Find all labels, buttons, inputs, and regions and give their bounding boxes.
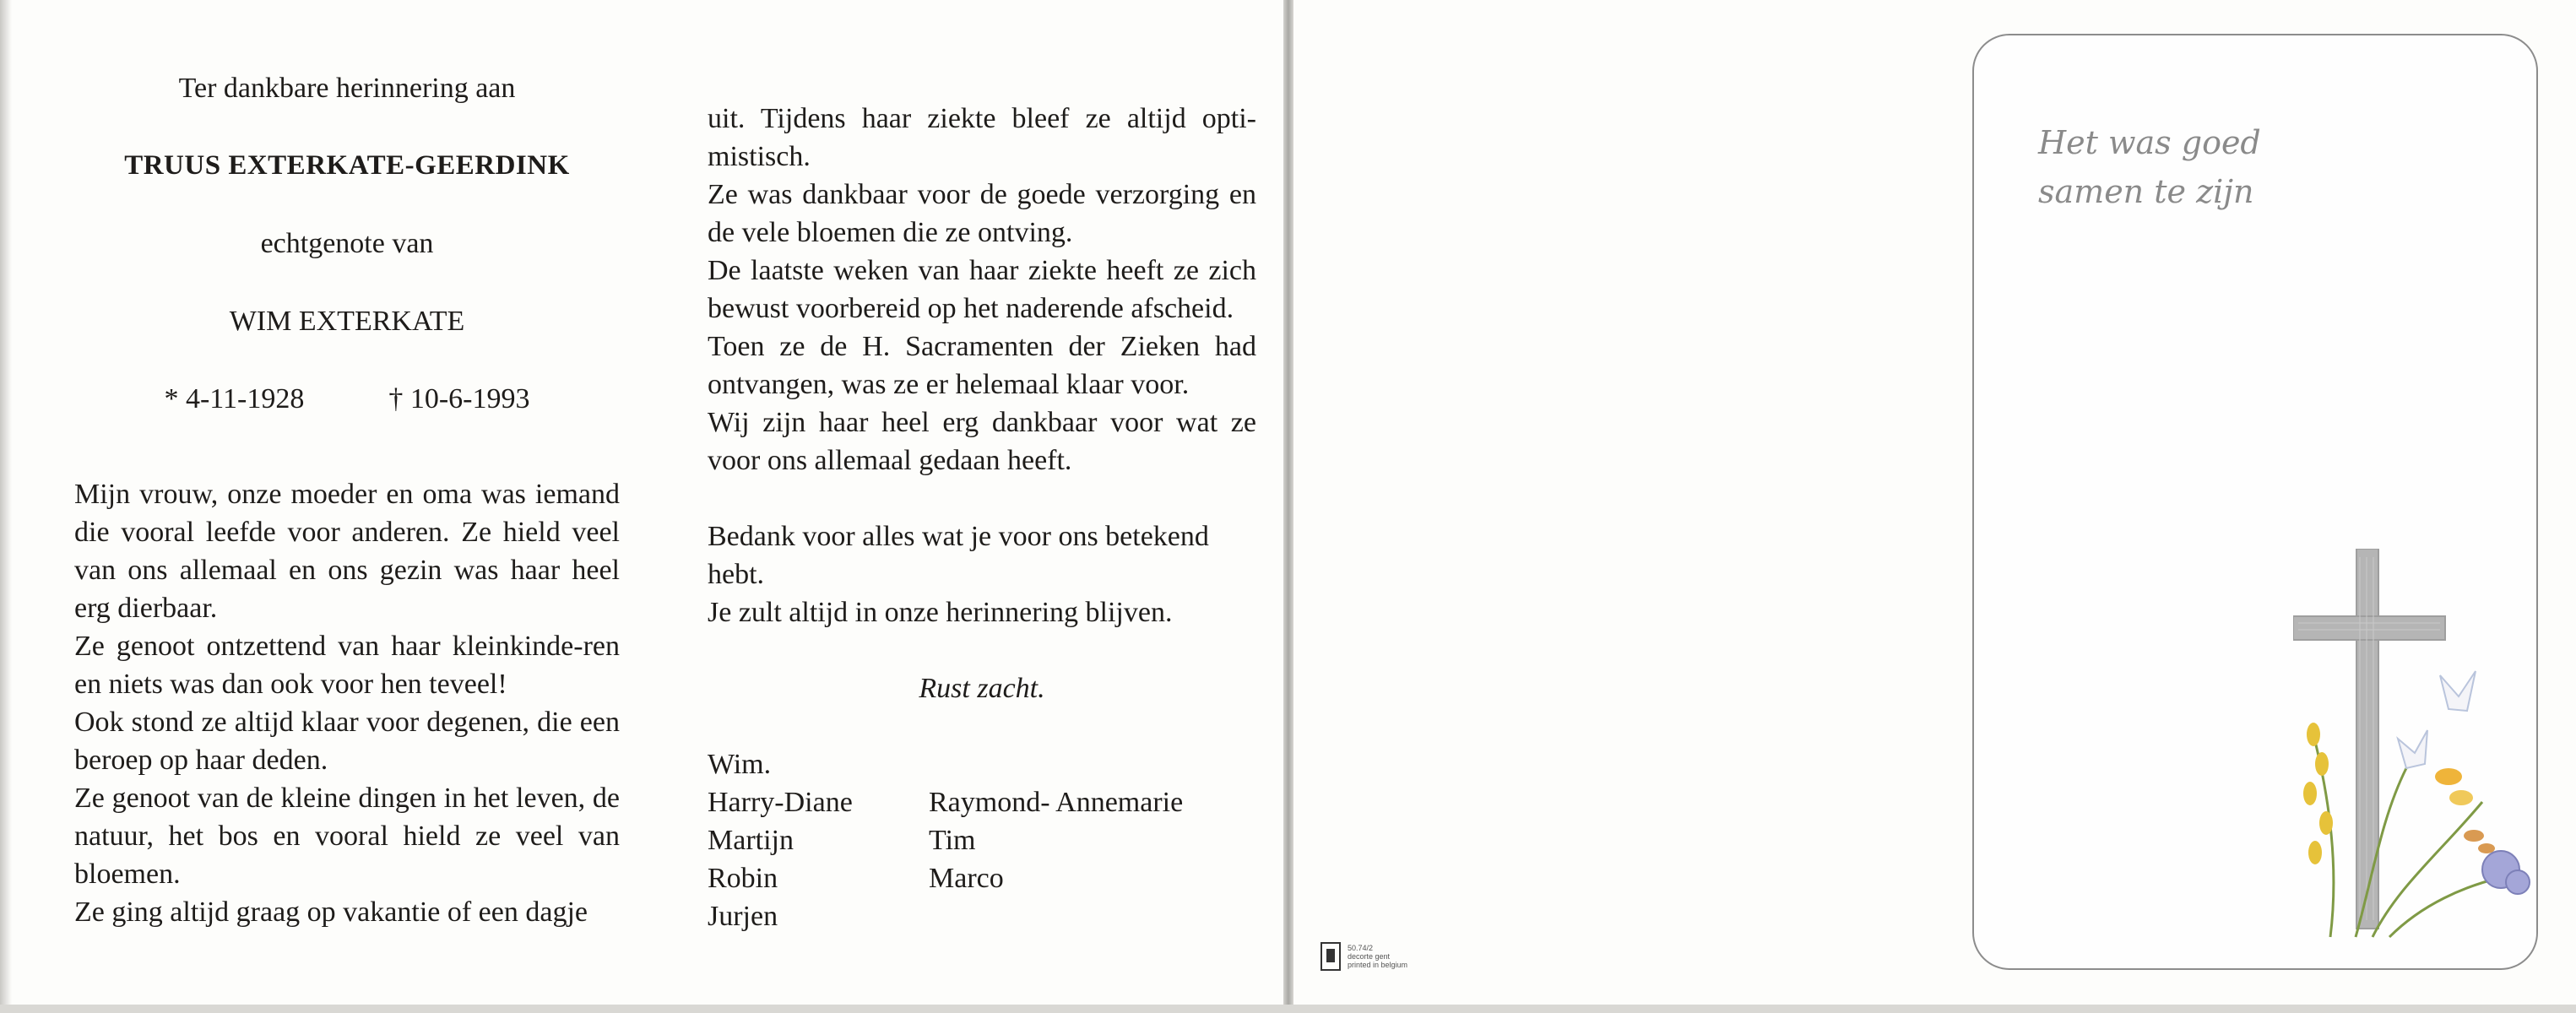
family-member: Martijn — [708, 825, 794, 856]
death-date: † 10-6-1993 — [388, 383, 530, 414]
family-member: Raymond- Annemarie — [929, 787, 1184, 818]
text-column-2 — [708, 100, 1256, 935]
paragraph: uit. Tijdens haar ziekte bleef ze altijd opti-mistisch. — [708, 103, 1256, 172]
family-member: Marco — [929, 863, 1004, 894]
family-right-column — [929, 783, 1256, 935]
family-member: Robin — [708, 863, 778, 894]
page-fold — [1283, 0, 1293, 1013]
family-left-column — [708, 783, 929, 935]
flower-bouquet-icon — [2280, 658, 2541, 945]
deceased-name: TRUUS EXTERKATE-GEERDINK — [124, 150, 570, 181]
family-member: Harry-Diane — [708, 787, 853, 818]
birth-date: * 4-11-1928 — [164, 383, 305, 414]
relation-line: echtgenote van — [260, 228, 434, 259]
printer-code: 50.74/2 — [1348, 944, 1374, 952]
paragraph: Ze ging altijd graag op vakantie of een dagje — [74, 897, 588, 928]
text-column-1 — [74, 69, 620, 931]
paragraph: Toen ze de H. Sacramenten der Zieken had ontvangen, was ze er helemaal klaar voor. — [708, 331, 1256, 400]
motto-line: Het was goed — [2038, 124, 2261, 161]
intro-line: Ter dankbare herinnering aan — [178, 73, 516, 104]
closing-line: Bedank voor alles wat je voor ons betekend hebt. — [708, 521, 1209, 590]
motto-text — [2038, 118, 2261, 216]
paragraph: Mijn vrouw, onze moeder en oma was iemand die vooral leefde voor anderen. Ze hield veel van ons allemaal en ons gezin was haar heel erg dierbaar. — [74, 479, 620, 624]
page-shadow — [0, 0, 12, 1013]
motto-line: samen te zijn — [2038, 173, 2254, 210]
family-names — [708, 783, 1256, 935]
family-first: Wim. — [708, 749, 772, 780]
printer-company: decorte gent — [1348, 952, 1391, 961]
family-member: Tim — [929, 825, 976, 856]
printer-mark — [1321, 942, 1407, 971]
paragraph: Ze was dankbaar voor de goede verzorging en de vele bloemen die ze ontving. — [708, 179, 1256, 248]
printer-text — [1348, 944, 1407, 969]
card-left-page — [0, 0, 1283, 1013]
closing-line: Je zult altijd in onze herinnering blijven. — [708, 597, 1173, 628]
card-bottom-edge — [0, 1005, 2576, 1013]
paragraph: De laatste weken van haar ziekte heeft ze zich bewust voorbereid op het naderende afscheid. — [708, 255, 1256, 324]
paragraph: Ze genoot van de kleine dingen in het leven, de natuur, het bos en vooral hield ze veel van bloemen. — [74, 783, 620, 890]
life-dates — [74, 380, 620, 418]
printer-country: printed in belgium — [1348, 961, 1408, 969]
paragraph: Ze genoot ontzettend van haar kleinkinde-ren en niets was dan ook voor hen teveel! — [74, 631, 620, 700]
spouse-name: WIM EXTERKATE — [229, 306, 465, 337]
family-member: Jurjen — [708, 901, 778, 932]
printer-logo-icon — [1321, 942, 1341, 971]
paragraph: Ook stond ze altijd klaar voor degenen, die een beroep op haar deden. — [74, 707, 620, 776]
rest-in-peace: Rust zacht. — [919, 673, 1045, 704]
paragraph: Wij zijn haar heel erg dankbaar voor wat ze voor ons allemaal gedaan heeft. — [708, 407, 1256, 476]
